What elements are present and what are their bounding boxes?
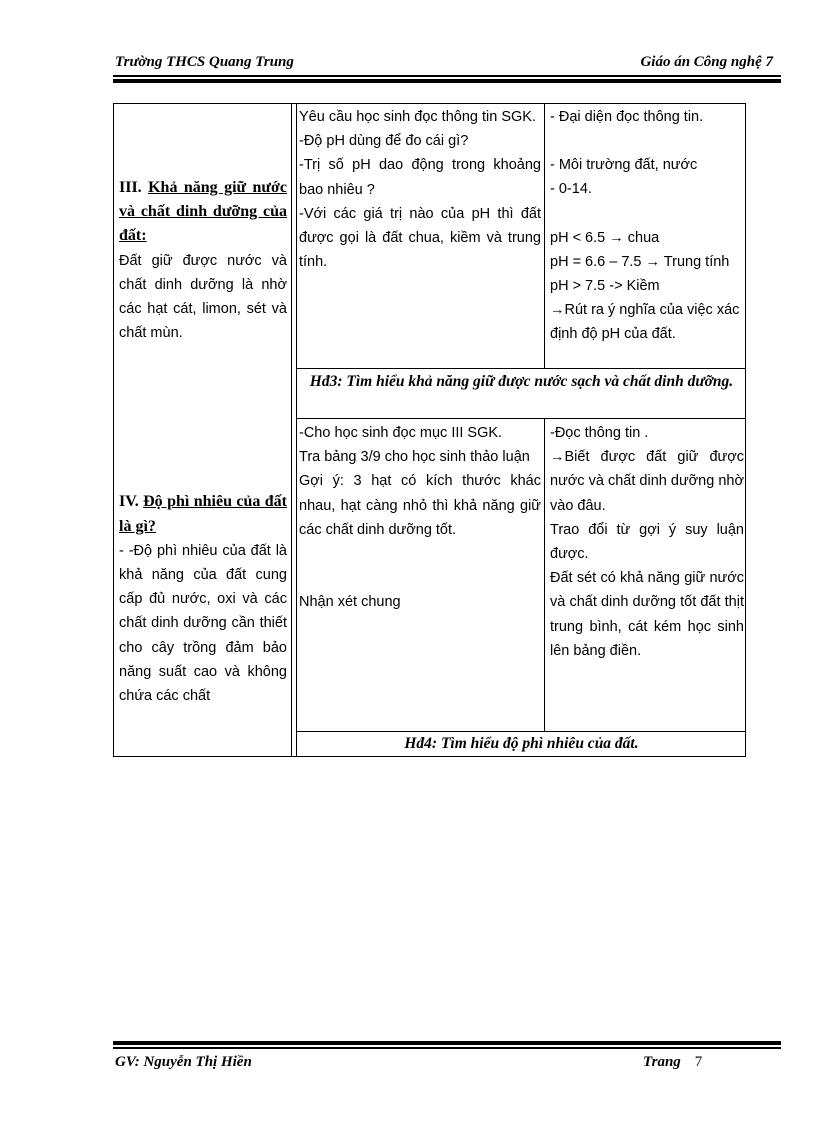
section-3-title: Khả năng giữ nước và chất dinh dưỡng của đất: bbox=[119, 179, 287, 245]
footer-rule-thick bbox=[113, 1041, 781, 1045]
block2-teacher-line: Tra bảng 3/9 cho học sinh thảo luận bbox=[299, 449, 530, 466]
school-name: Trường THCS Quang Trung bbox=[115, 54, 294, 70]
block1-student-line: pH < 6.5 → chua bbox=[550, 229, 660, 246]
page-indicator bbox=[643, 1054, 702, 1071]
block2-student-line: Đất sét có khả năng giữ nước và chất dinh dưỡng tốt đất thịt trung bình, cát kém học sinh lên bảng điền. bbox=[550, 570, 744, 659]
block1-teacher-line: Yêu cầu học sinh đọc thông tin SGK. bbox=[299, 109, 536, 125]
block2-student-line: →Biết được đất giữ được nước và chất dinh dưỡng nhờ vào đâu. bbox=[550, 449, 744, 514]
block1-student-line: - Môi trường đất, nước bbox=[550, 157, 698, 174]
block1-student-activity bbox=[548, 104, 746, 347]
document-title: Giáo án Công nghệ 7 bbox=[640, 54, 773, 70]
column-divider bbox=[544, 104, 545, 368]
page-header bbox=[113, 52, 781, 76]
page-number: 7 bbox=[694, 1054, 703, 1070]
hd3-heading: Hđ3: Tìm hiểu khả năng giữ được nước sạch và chất dinh dưỡng. bbox=[309, 373, 734, 390]
block2-teacher-activity bbox=[297, 420, 543, 614]
page-footer bbox=[113, 1054, 781, 1078]
block2-student-line: -Đọc thông tin . bbox=[550, 425, 649, 441]
block1-student-line: pH > 7.5 -> Kiềm bbox=[550, 278, 660, 295]
row-divider bbox=[296, 731, 746, 732]
block2-student-activity bbox=[548, 420, 746, 663]
block2-teacher-line: -Cho học sinh đọc mục III SGK. bbox=[299, 425, 503, 441]
section-4-body: - -Độ phì nhiêu của đất là khả năng của đất cung cấp đủ nước, oxi và các chất dinh dưỡng cần thiết cho cây trồng đảm bảo năng suất cao và không chứa các chất bbox=[119, 542, 287, 705]
block1-teacher-line: -Trị số pH dao động trong khoảng bao nhiêu ? bbox=[299, 157, 541, 198]
block1-teacher-activity bbox=[297, 104, 543, 274]
row-divider bbox=[296, 418, 746, 419]
block2-student-line: Trao đổi từ gợi ý suy luận được. bbox=[550, 521, 744, 563]
section-4-heading: IV. Độ phì nhiêu của đất là gì? bbox=[119, 493, 288, 535]
block1-teacher-line: -Với các giá trị nào của pH thì đất được gọi là đất chua, kiềm và trung tính. bbox=[299, 205, 541, 271]
section-3-body: Đất giữ được nước và chất dinh dưỡng là nhờ các hạt cát, limon, sét và chất mùn. bbox=[119, 252, 287, 342]
section-3-heading: III. Khả năng giữ nước và chất dinh dưỡng của đất: bbox=[119, 179, 287, 245]
lesson-table bbox=[113, 103, 746, 757]
footer-rule-thin bbox=[113, 1047, 781, 1049]
hd4-heading: Hđ4: Tìm hiểu độ phì nhiêu của đất. bbox=[404, 735, 639, 752]
block1-student-line: →Rút ra ý nghĩa của việc xác định độ pH của đất. bbox=[550, 302, 740, 343]
page-label: Trang bbox=[643, 1054, 681, 1070]
content-column bbox=[114, 104, 292, 757]
section-4-title: Độ phì nhiêu của đất là gì? bbox=[119, 493, 288, 535]
row-divider bbox=[296, 368, 746, 369]
column-divider bbox=[296, 104, 297, 757]
block1-student-line: - 0-14. bbox=[550, 181, 592, 198]
teacher-name: GV: Nguyễn Thị Hiền bbox=[115, 1054, 252, 1070]
block1-student-line: - Đại diện đọc thông tin. bbox=[550, 109, 704, 125]
header-rule-thin bbox=[113, 75, 781, 77]
block1-student-line: pH = 6.6 – 7.5 → Trung tính bbox=[550, 253, 730, 270]
column-divider bbox=[544, 418, 545, 731]
header-rule-thick bbox=[113, 79, 781, 83]
block2-teacher-line: Nhận xét chung bbox=[299, 594, 401, 611]
block2-teacher-line: Gợi ý: 3 hạt có kích thước khác nhau, hạt càng nhỏ thì khả năng giữ các chất dinh dưỡng tốt. bbox=[299, 473, 541, 538]
block1-teacher-line: -Độ pH dùng để đo cái gì? bbox=[299, 133, 469, 150]
